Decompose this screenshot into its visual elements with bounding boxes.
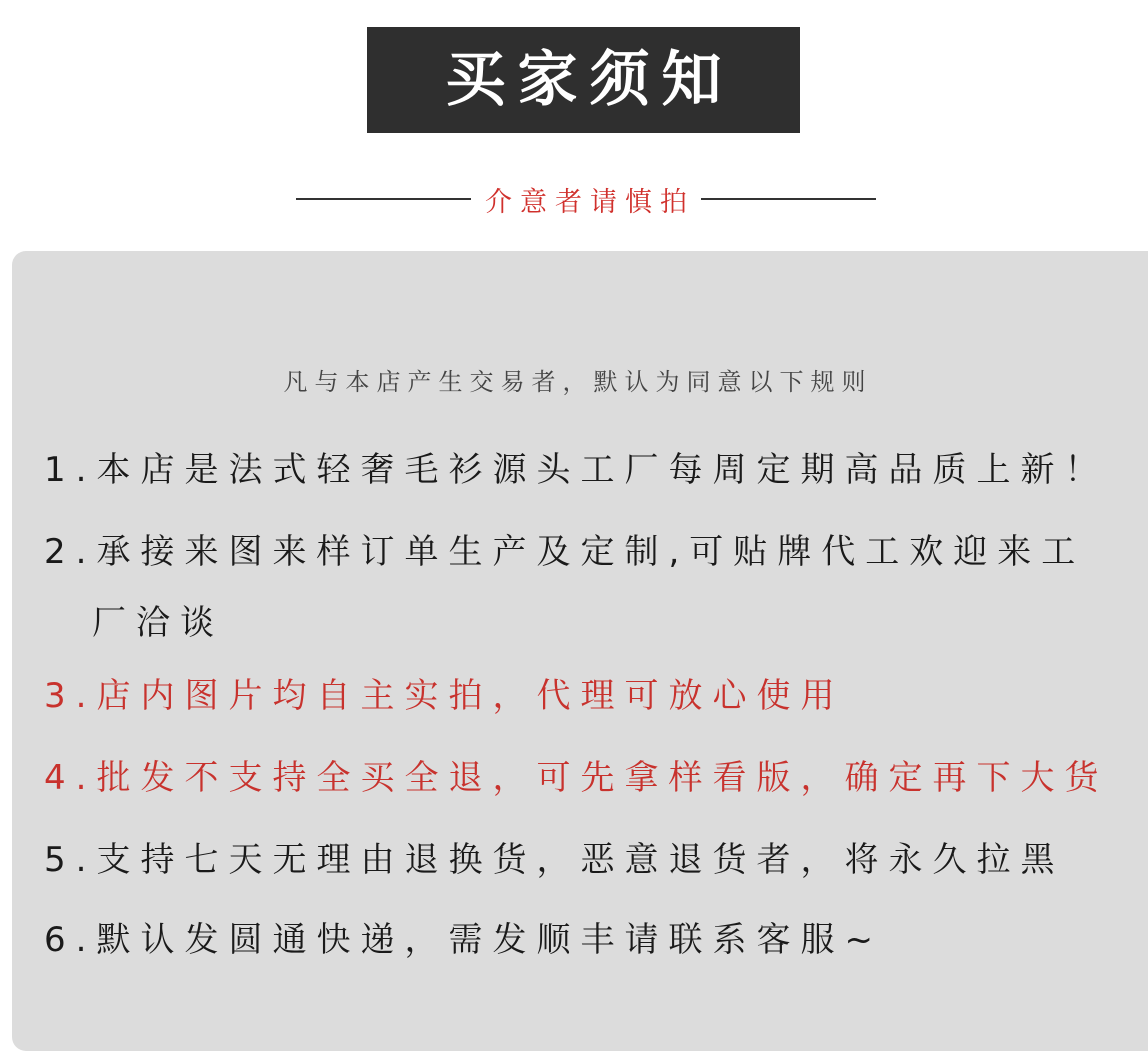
subtitle-divider-right (701, 198, 876, 200)
rule-item-6: 6.默认发圆通快递，需发顺丰请联系客服~ (44, 920, 883, 960)
title-banner (367, 27, 800, 133)
rule-item-5: 5.支持七天无理由退换货，恶意退货者，将永久拉黑 (44, 840, 1065, 880)
rule-item-3: 3.店内图片均自主实拍，代理可放心使用 (44, 676, 845, 716)
notice-intro: 凡与本店产生交易者，默认为同意以下规则 (283, 368, 873, 396)
rule-item-1: 1.本店是法式轻奢毛衫源头工厂每周定期高品质上新！ (44, 450, 1109, 490)
subtitle-divider-left (296, 198, 471, 200)
rule-item-4: 4.批发不支持全买全退，可先拿样看版，确定再下大货 (44, 758, 1109, 798)
page-title: 买家须知 (445, 45, 734, 115)
rule-item-2: 2.承接来图来样订单生产及定制,可贴牌代工欢迎来工 (44, 532, 1086, 572)
subtitle-row (296, 176, 876, 222)
subtitle: 介意者请慎拍 (485, 186, 695, 218)
rule-item-2-continuation: 厂洽谈 (92, 603, 224, 643)
